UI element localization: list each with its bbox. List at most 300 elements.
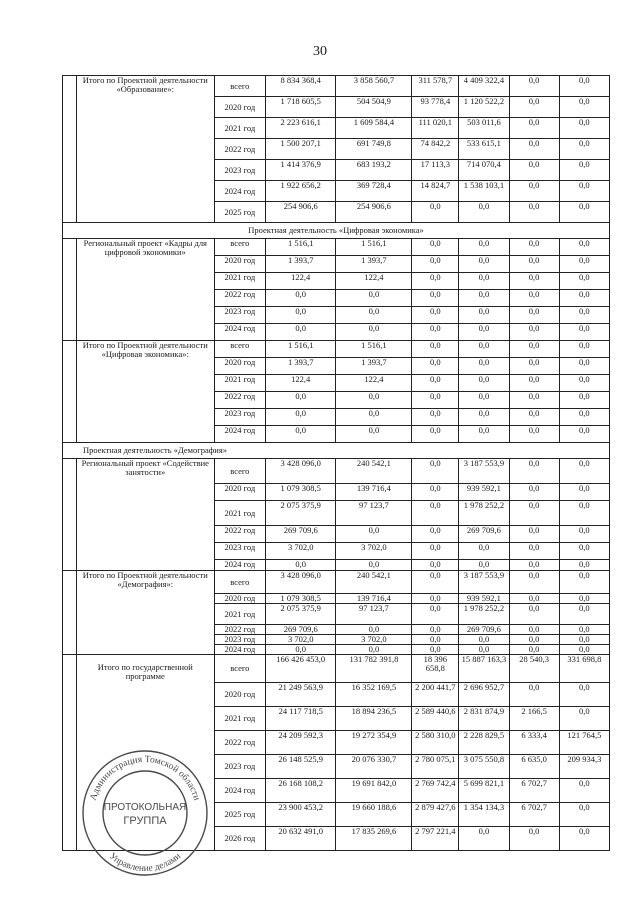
value-cell: 8 834 368,4 — [265, 76, 336, 97]
value-cell: 0,0 — [509, 118, 559, 139]
value-cell: 0,0 — [336, 526, 412, 543]
year-cell: 2020 год — [214, 484, 265, 501]
value-cell: 3 187 553,9 — [459, 571, 509, 594]
value-cell: 0,0 — [559, 202, 609, 223]
value-cell: 0,0 — [459, 426, 509, 443]
value-cell: 0,0 — [412, 484, 459, 501]
value-cell: 0,0 — [509, 409, 559, 426]
year-cell: 2021 год — [214, 375, 265, 392]
value-cell: 0,0 — [336, 560, 412, 571]
value-cell: 0,0 — [509, 202, 559, 223]
value-cell: 1 393,7 — [336, 256, 412, 273]
value-cell: 1 079 308,5 — [265, 484, 336, 501]
value-cell: 0,0 — [559, 290, 609, 307]
value-cell: 3 702,0 — [265, 635, 336, 645]
value-cell: 1 718 605,5 — [265, 97, 336, 118]
value-cell: 18 894 236,5 — [336, 707, 412, 731]
value-cell: 683 193,2 — [336, 160, 412, 181]
value-cell: 0,0 — [412, 560, 459, 571]
row-group-label: Итого по Проектной деятельности «Образование»: — [76, 76, 214, 223]
value-cell: 0,0 — [459, 560, 509, 571]
value-cell: 0,0 — [509, 76, 559, 97]
value-cell: 26 148 525,9 — [265, 755, 336, 779]
year-cell: всего — [214, 655, 265, 683]
value-cell: 331 698,8 — [559, 655, 609, 683]
value-cell: 269 709,6 — [459, 625, 509, 635]
value-cell: 2 589 440,6 — [412, 707, 459, 731]
value-cell: 533 615,1 — [459, 139, 509, 160]
value-cell: 28 540,3 — [509, 655, 559, 683]
value-cell: 0,0 — [509, 273, 559, 290]
value-cell: 0,0 — [559, 181, 609, 202]
year-cell: всего — [214, 571, 265, 594]
value-cell: 0,0 — [559, 604, 609, 625]
value-cell: 122,4 — [336, 375, 412, 392]
year-cell: 2024 год — [214, 645, 265, 655]
year-cell: всего — [214, 341, 265, 358]
value-cell: 269 709,6 — [265, 526, 336, 543]
value-cell: 0,0 — [336, 645, 412, 655]
value-cell: 3 187 553,9 — [459, 459, 509, 484]
value-cell: 6 702,7 — [509, 803, 559, 827]
value-cell: 0,0 — [459, 358, 509, 375]
value-cell: 0,0 — [509, 392, 559, 409]
value-cell: 131 782 391,8 — [336, 655, 412, 683]
value-cell: 1 609 584,4 — [336, 118, 412, 139]
value-cell: 1 516,1 — [265, 341, 336, 358]
row-group-label: Итого по государственной программе — [76, 655, 214, 851]
value-cell: 0,0 — [265, 560, 336, 571]
value-cell: 24 117 718,5 — [265, 707, 336, 731]
value-cell: 0,0 — [412, 341, 459, 358]
value-cell: 0,0 — [265, 645, 336, 655]
value-cell: 0,0 — [559, 409, 609, 426]
year-cell: 2022 год — [214, 392, 265, 409]
value-cell: 1 538 103,1 — [459, 181, 509, 202]
value-cell: 3 428 096,0 — [265, 571, 336, 594]
value-cell: 19 660 188,6 — [336, 803, 412, 827]
value-cell: 0,0 — [509, 139, 559, 160]
value-cell: 1 393,7 — [265, 358, 336, 375]
value-cell: 0,0 — [509, 426, 559, 443]
value-cell: 0,0 — [559, 827, 609, 851]
value-cell: 19 691 842,0 — [336, 779, 412, 803]
value-cell: 0,0 — [412, 358, 459, 375]
value-cell: 0,0 — [559, 307, 609, 324]
value-cell: 20 076 330,7 — [336, 755, 412, 779]
value-cell: 0,0 — [559, 571, 609, 594]
value-cell: 503 011,6 — [459, 118, 509, 139]
value-cell: 0,0 — [265, 392, 336, 409]
value-cell: 0,0 — [265, 324, 336, 341]
value-cell: 17 113,3 — [412, 160, 459, 181]
value-cell: 0,0 — [412, 290, 459, 307]
value-cell: 0,0 — [459, 635, 509, 645]
value-cell: 0,0 — [459, 273, 509, 290]
value-cell: 0,0 — [509, 501, 559, 526]
year-cell: 2022 год — [214, 625, 265, 635]
value-cell: 0,0 — [509, 635, 559, 645]
value-cell: 269 709,6 — [265, 625, 336, 635]
year-cell: 2023 год — [214, 307, 265, 324]
year-cell: 2024 год — [214, 426, 265, 443]
value-cell: 1 516,1 — [265, 239, 336, 256]
value-cell: 0,0 — [559, 779, 609, 803]
value-cell: 0,0 — [336, 409, 412, 426]
value-cell: 0,0 — [265, 307, 336, 324]
value-cell: 0,0 — [412, 324, 459, 341]
value-cell: 939 592,1 — [459, 594, 509, 604]
section-title: Проектная деятельность «Демография» — [63, 443, 610, 459]
row-index-cell — [63, 459, 77, 571]
value-cell: 0,0 — [559, 139, 609, 160]
year-cell: 2024 год — [214, 324, 265, 341]
value-cell: 0,0 — [509, 625, 559, 635]
value-cell: 0,0 — [412, 501, 459, 526]
value-cell: 0,0 — [509, 683, 559, 707]
value-cell: 311 578,7 — [412, 76, 459, 97]
value-cell: 3 075 550,8 — [459, 755, 509, 779]
value-cell: 19 272 354,9 — [336, 731, 412, 755]
value-cell: 0,0 — [559, 375, 609, 392]
value-cell: 0,0 — [509, 645, 559, 655]
value-cell: 0,0 — [459, 645, 509, 655]
value-cell: 0,0 — [459, 827, 509, 851]
value-cell: 0,0 — [559, 459, 609, 484]
value-cell: 166 426 453,0 — [265, 655, 336, 683]
value-cell: 74 842,2 — [412, 139, 459, 160]
value-cell: 209 934,3 — [559, 755, 609, 779]
value-cell: 1 516,1 — [336, 239, 412, 256]
value-cell: 5 699 821,1 — [459, 779, 509, 803]
value-cell: 0,0 — [559, 707, 609, 731]
year-cell: 2022 год — [214, 526, 265, 543]
value-cell: 0,0 — [412, 426, 459, 443]
value-cell: 0,0 — [336, 392, 412, 409]
year-cell: 2023 год — [214, 543, 265, 560]
value-cell: 3 702,0 — [336, 635, 412, 645]
value-cell: 1 393,7 — [336, 358, 412, 375]
value-cell: 0,0 — [459, 307, 509, 324]
value-cell: 0,0 — [336, 324, 412, 341]
value-cell: 2 228 829,5 — [459, 731, 509, 755]
year-cell: 2025 год — [214, 803, 265, 827]
year-cell: 2020 год — [214, 97, 265, 118]
table-row — [63, 239, 610, 256]
value-cell: 0,0 — [559, 76, 609, 97]
value-cell: 0,0 — [412, 625, 459, 635]
year-cell: всего — [214, 459, 265, 484]
value-cell: 111 020,1 — [412, 118, 459, 139]
value-cell: 0,0 — [559, 341, 609, 358]
value-cell: 6 333,4 — [509, 731, 559, 755]
value-cell: 122,4 — [265, 375, 336, 392]
value-cell: 2 797 221,4 — [412, 827, 459, 851]
value-cell: 0,0 — [509, 484, 559, 501]
row-group-label: Региональный проект «Кадры для цифровой экономики» — [76, 239, 214, 341]
value-cell: 1 922 656,2 — [265, 181, 336, 202]
value-cell: 0,0 — [509, 375, 559, 392]
value-cell: 122,4 — [265, 273, 336, 290]
table-row — [63, 459, 610, 484]
value-cell: 240 542,1 — [336, 571, 412, 594]
value-cell: 23 900 453,2 — [265, 803, 336, 827]
value-cell: 254 906,6 — [265, 202, 336, 223]
value-cell: 1 978 252,2 — [459, 604, 509, 625]
year-cell: всего — [214, 239, 265, 256]
value-cell: 0,0 — [265, 426, 336, 443]
row-index-cell — [63, 76, 77, 223]
value-cell: 0,0 — [412, 645, 459, 655]
value-cell: 0,0 — [509, 97, 559, 118]
value-cell: 691 749,8 — [336, 139, 412, 160]
value-cell: 0,0 — [459, 409, 509, 426]
value-cell: 2 780 075,1 — [412, 755, 459, 779]
value-cell: 0,0 — [459, 341, 509, 358]
value-cell: 3 702,0 — [265, 543, 336, 560]
value-cell: 0,0 — [509, 827, 559, 851]
value-cell: 0,0 — [559, 526, 609, 543]
year-cell: 2022 год — [214, 731, 265, 755]
value-cell: 18 396 658,8 — [412, 655, 459, 683]
value-cell: 0,0 — [412, 459, 459, 484]
row-index-cell — [63, 571, 77, 655]
row-group-label: Итого по Проектной деятельности «Демография»: — [76, 571, 214, 655]
value-cell: 15 887 163,3 — [459, 655, 509, 683]
year-cell: 2020 год — [214, 594, 265, 604]
value-cell: 0,0 — [336, 426, 412, 443]
value-cell: 2 075 375,9 — [265, 501, 336, 526]
value-cell: 0,0 — [559, 645, 609, 655]
value-cell: 122,4 — [336, 273, 412, 290]
value-cell: 24 209 592,3 — [265, 731, 336, 755]
section-title: Проектная деятельность «Цифровая экономика» — [63, 223, 610, 239]
value-cell: 0,0 — [509, 526, 559, 543]
value-cell: 97 123,7 — [336, 501, 412, 526]
value-cell: 3 702,0 — [336, 543, 412, 560]
value-cell: 0,0 — [559, 160, 609, 181]
value-cell: 0,0 — [559, 256, 609, 273]
value-cell: 0,0 — [412, 604, 459, 625]
value-cell: 240 542,1 — [336, 459, 412, 484]
value-cell: 14 824,7 — [412, 181, 459, 202]
value-cell: 2 166,5 — [509, 707, 559, 731]
value-cell: 0,0 — [559, 358, 609, 375]
value-cell: 269 709,6 — [459, 526, 509, 543]
year-cell: 2021 год — [214, 273, 265, 290]
value-cell: 1 500 207,1 — [265, 139, 336, 160]
value-cell: 20 632 491,0 — [265, 827, 336, 851]
value-cell: 0,0 — [459, 392, 509, 409]
value-cell: 6 702,7 — [509, 779, 559, 803]
table-row — [63, 341, 610, 358]
year-cell: 2023 год — [214, 160, 265, 181]
section-header-row — [63, 443, 610, 459]
row-index-cell — [63, 655, 77, 851]
year-cell: 2021 год — [214, 707, 265, 731]
value-cell: 6 635,0 — [509, 755, 559, 779]
value-cell: 0,0 — [412, 273, 459, 290]
value-cell: 16 352 169,5 — [336, 683, 412, 707]
year-cell: 2021 год — [214, 604, 265, 625]
value-cell: 0,0 — [559, 543, 609, 560]
budget-table — [62, 75, 610, 851]
value-cell: 0,0 — [459, 543, 509, 560]
value-cell: 0,0 — [459, 239, 509, 256]
value-cell: 369 728,4 — [336, 181, 412, 202]
value-cell: 0,0 — [509, 256, 559, 273]
value-cell: 0,0 — [336, 307, 412, 324]
value-cell: 714 070,4 — [459, 160, 509, 181]
year-cell: 2023 год — [214, 635, 265, 645]
stamp-center-line-2: ГРУППА — [123, 815, 167, 827]
value-cell: 1 354 134,3 — [459, 803, 509, 827]
value-cell: 0,0 — [559, 560, 609, 571]
year-cell: 2020 год — [214, 358, 265, 375]
value-cell: 0,0 — [412, 202, 459, 223]
value-cell: 0,0 — [509, 290, 559, 307]
row-index-cell — [63, 341, 77, 443]
value-cell: 97 123,7 — [336, 604, 412, 625]
value-cell: 2 200 441,7 — [412, 683, 459, 707]
value-cell: 939 592,1 — [459, 484, 509, 501]
value-cell: 0,0 — [559, 625, 609, 635]
value-cell: 0,0 — [412, 409, 459, 426]
value-cell: 0,0 — [509, 604, 559, 625]
value-cell: 3 858 560,7 — [336, 76, 412, 97]
value-cell: 0,0 — [509, 571, 559, 594]
value-cell: 0,0 — [559, 324, 609, 341]
year-cell: 2024 год — [214, 779, 265, 803]
value-cell: 139 716,4 — [336, 594, 412, 604]
value-cell: 0,0 — [412, 526, 459, 543]
value-cell: 1 978 252,2 — [459, 501, 509, 526]
value-cell: 0,0 — [459, 202, 509, 223]
row-group-label: Региональный проект «Содействие занятости» — [76, 459, 214, 571]
value-cell: 0,0 — [412, 256, 459, 273]
value-cell: 0,0 — [559, 426, 609, 443]
value-cell: 0,0 — [412, 543, 459, 560]
value-cell: 0,0 — [336, 290, 412, 307]
year-cell: 2020 год — [214, 683, 265, 707]
value-cell: 0,0 — [412, 375, 459, 392]
year-cell: 2020 год — [214, 256, 265, 273]
value-cell: 17 835 269,6 — [336, 827, 412, 851]
value-cell: 2 831 874,9 — [459, 707, 509, 731]
value-cell: 0,0 — [509, 358, 559, 375]
table-row — [63, 571, 610, 594]
value-cell: 0,0 — [509, 307, 559, 324]
value-cell: 0,0 — [559, 392, 609, 409]
value-cell: 93 778,4 — [412, 97, 459, 118]
stamp-ring-top: Администрация Томской области — [88, 754, 202, 802]
value-cell: 504 504,9 — [336, 97, 412, 118]
year-cell: 2022 год — [214, 139, 265, 160]
value-cell: 0,0 — [559, 484, 609, 501]
year-cell: 2022 год — [214, 290, 265, 307]
year-cell: 2026 год — [214, 827, 265, 851]
value-cell: 0,0 — [559, 803, 609, 827]
page-number: 30 — [313, 44, 327, 59]
value-cell: 26 168 108,2 — [265, 779, 336, 803]
value-cell: 0,0 — [412, 571, 459, 594]
value-cell: 1 120 522,2 — [459, 97, 509, 118]
value-cell: 0,0 — [559, 97, 609, 118]
value-cell: 0,0 — [459, 375, 509, 392]
year-cell: 2024 год — [214, 560, 265, 571]
stamp-ring-bottom: Управление делами — [106, 851, 184, 875]
value-cell: 0,0 — [559, 594, 609, 604]
value-cell: 254 906,6 — [336, 202, 412, 223]
value-cell: 0,0 — [559, 683, 609, 707]
row-index-cell — [63, 239, 77, 341]
value-cell: 3 428 096,0 — [265, 459, 336, 484]
value-cell: 2 769 742,4 — [412, 779, 459, 803]
value-cell: 0,0 — [509, 594, 559, 604]
year-cell: всего — [214, 76, 265, 97]
value-cell: 0,0 — [559, 273, 609, 290]
year-cell: 2024 год — [214, 181, 265, 202]
value-cell: 0,0 — [559, 501, 609, 526]
year-cell: 2021 год — [214, 118, 265, 139]
value-cell: 0,0 — [336, 625, 412, 635]
value-cell: 2 223 616,1 — [265, 118, 336, 139]
value-cell: 1 516,1 — [336, 341, 412, 358]
value-cell: 0,0 — [509, 160, 559, 181]
year-cell: 2023 год — [214, 755, 265, 779]
value-cell: 0,0 — [509, 459, 559, 484]
value-cell: 1 414 376,9 — [265, 160, 336, 181]
year-cell: 2021 год — [214, 501, 265, 526]
value-cell: 0,0 — [509, 324, 559, 341]
value-cell: 0,0 — [559, 239, 609, 256]
table-row — [63, 655, 610, 683]
value-cell: 0,0 — [559, 635, 609, 645]
value-cell: 0,0 — [265, 290, 336, 307]
value-cell: 0,0 — [459, 324, 509, 341]
value-cell: 1 393,7 — [265, 256, 336, 273]
table-row — [63, 76, 610, 97]
value-cell: 0,0 — [559, 118, 609, 139]
value-cell: 0,0 — [412, 594, 459, 604]
value-cell: 0,0 — [412, 307, 459, 324]
value-cell: 0,0 — [509, 181, 559, 202]
value-cell: 2 879 427,6 — [412, 803, 459, 827]
section-header-row — [63, 223, 610, 239]
value-cell: 0,0 — [509, 543, 559, 560]
value-cell: 0,0 — [509, 239, 559, 256]
year-cell: 2025 год — [214, 202, 265, 223]
stamp-center-line-1: ПРОТОКОЛЬНАЯ — [103, 802, 187, 813]
value-cell: 0,0 — [412, 392, 459, 409]
value-cell: 121 764,5 — [559, 731, 609, 755]
value-cell: 0,0 — [412, 635, 459, 645]
value-cell: 4 409 322,4 — [459, 76, 509, 97]
year-cell: 2023 год — [214, 409, 265, 426]
value-cell: 2 580 310,0 — [412, 731, 459, 755]
value-cell: 2 075 375,9 — [265, 604, 336, 625]
value-cell: 0,0 — [265, 409, 336, 426]
value-cell: 21 249 563,9 — [265, 683, 336, 707]
value-cell: 0,0 — [509, 341, 559, 358]
value-cell: 0,0 — [412, 239, 459, 256]
row-group-label: Итого по Проектной деятельности «Цифровая экономика»: — [76, 341, 214, 443]
value-cell: 0,0 — [509, 560, 559, 571]
value-cell: 0,0 — [459, 256, 509, 273]
value-cell: 0,0 — [459, 290, 509, 307]
value-cell: 139 716,4 — [336, 484, 412, 501]
value-cell: 1 079 308,5 — [265, 594, 336, 604]
